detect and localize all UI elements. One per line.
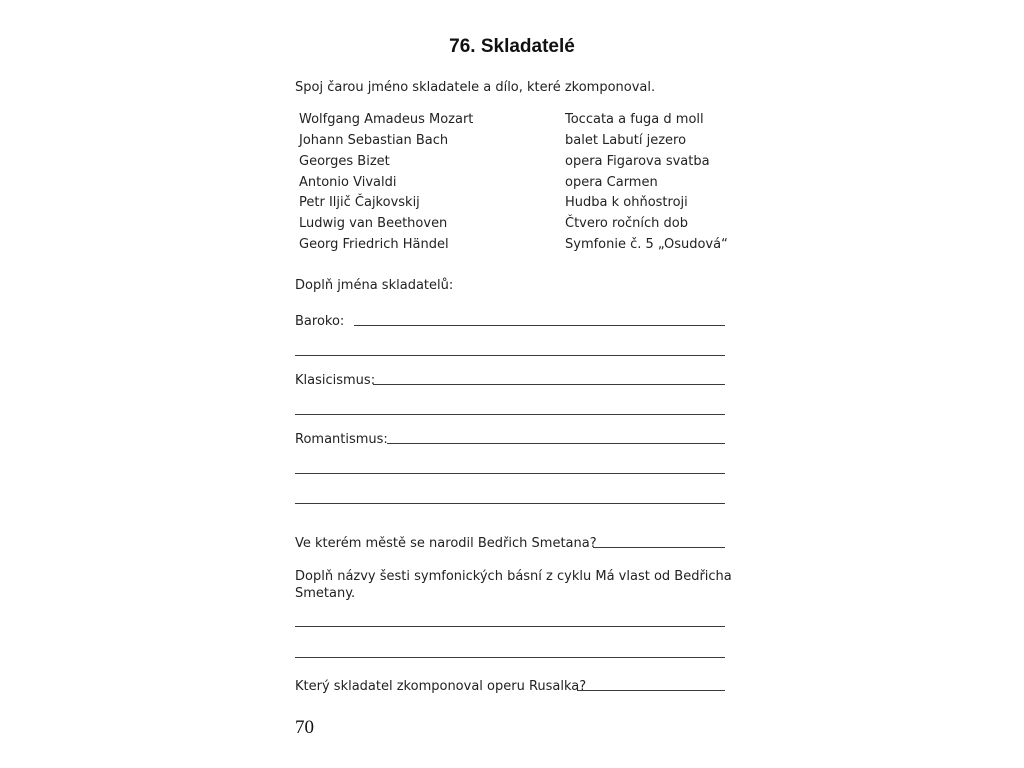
- work-item: Hudba k ohňostroji: [565, 195, 688, 210]
- composer-item: Petr Iljič Čajkovskij: [299, 195, 420, 210]
- instruction-match: Spoj čarou jméno skladatele a dílo, které zkomponoval.: [295, 80, 656, 95]
- composer-item: Johann Sebastian Bach: [299, 133, 449, 148]
- work-item: balet Labutí jezero: [565, 133, 687, 148]
- composer-item: Wolfgang Amadeus Mozart: [299, 112, 474, 127]
- label-baroko: Baroko:: [295, 314, 345, 329]
- instruction-fill: Doplň jména skladatelů:: [295, 278, 454, 293]
- answer-line-baroko-2[interactable]: [295, 355, 725, 356]
- composer-item: Georges Bizet: [299, 154, 390, 169]
- page-number: 70: [295, 717, 314, 738]
- answer-line-baroko-1[interactable]: [354, 325, 725, 326]
- answer-line-ma-vlast-1[interactable]: [295, 626, 725, 627]
- work-item: opera Carmen: [565, 175, 658, 190]
- answer-line-klasicismus-1[interactable]: [373, 384, 725, 385]
- label-klasicismus: Klasicismus:: [295, 373, 376, 388]
- answer-line-romantismus-1[interactable]: [387, 443, 725, 444]
- answer-line-romantismus-2[interactable]: [295, 473, 725, 474]
- answer-line-rusalka[interactable]: [577, 690, 725, 691]
- question-ma-vlast-line1: Doplň názvy šesti symfonických básní z cyklu Má vlast od Bedřicha: [295, 569, 732, 584]
- work-item: Symfonie č. 5 „Osudová“: [565, 237, 728, 252]
- answer-line-smetana[interactable]: [593, 547, 725, 548]
- answer-line-romantismus-3[interactable]: [295, 503, 725, 504]
- work-item: Čtvero ročních dob: [565, 216, 688, 231]
- question-rusalka: Který skladatel zkomponoval operu Rusalka?: [295, 679, 587, 694]
- page-title: 76. Skladatelé: [449, 36, 575, 57]
- answer-line-klasicismus-2[interactable]: [295, 414, 725, 415]
- composer-item: Ludwig van Beethoven: [299, 216, 448, 231]
- composer-item: Antonio Vivaldi: [299, 175, 397, 190]
- composer-item: Georg Friedrich Händel: [299, 237, 449, 252]
- question-ma-vlast-line2: Smetany.: [295, 586, 356, 601]
- question-smetana: Ve kterém městě se narodil Bedřich Smetana?: [295, 536, 597, 551]
- label-romantismus: Romantismus:: [295, 432, 388, 447]
- answer-line-ma-vlast-2[interactable]: [295, 657, 725, 658]
- work-item: opera Figarova svatba: [565, 154, 710, 169]
- work-item: Toccata a fuga d moll: [565, 112, 704, 127]
